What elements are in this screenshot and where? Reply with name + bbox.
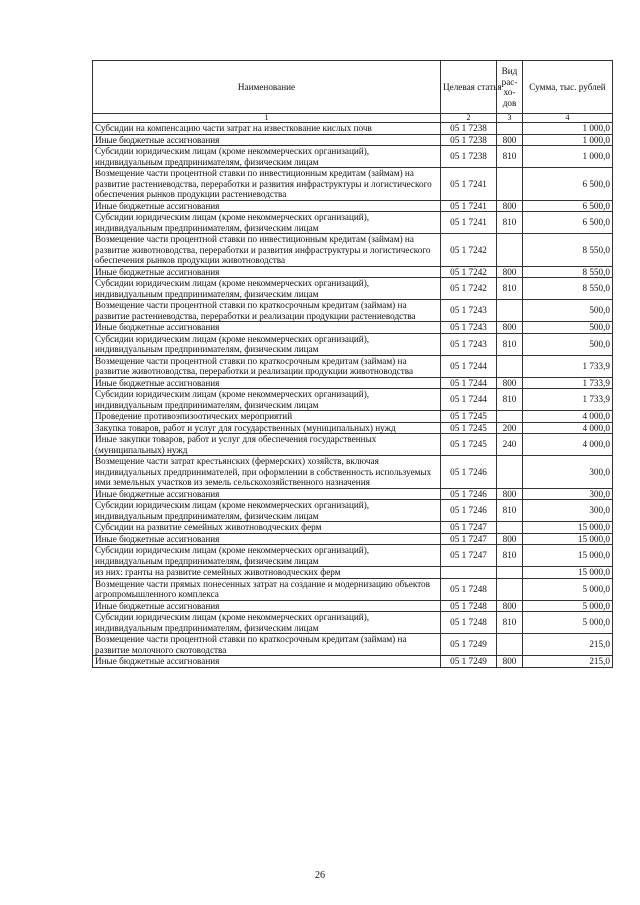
row-code: 05 1 7242: [441, 234, 497, 267]
row-sum: 1 000,0: [523, 134, 613, 146]
row-type: [497, 578, 523, 600]
row-type: 240: [497, 434, 523, 456]
row-code: 05 1 7244: [441, 389, 497, 411]
table-row: [93, 456, 613, 489]
row-sum: 6 500,0: [523, 168, 613, 201]
table-row: [93, 377, 613, 389]
row-type: 810: [497, 278, 523, 300]
table-row: [93, 634, 613, 656]
row-code: 05 1 7244: [441, 355, 497, 377]
row-code: 05 1 7245: [441, 434, 497, 456]
row-code: 05 1 7247: [441, 522, 497, 534]
row-sum: 500,0: [523, 333, 613, 355]
row-name: Субсидии юридическим лицам (кроме некоммерческих организаций), индивидуальным предпринимателям, физическим лицам: [93, 278, 441, 300]
row-type: [497, 456, 523, 489]
row-sum: 8 550,0: [523, 234, 613, 267]
row-type: 810: [497, 500, 523, 522]
row-type: 800: [497, 377, 523, 389]
row-code: 05 1 7249: [441, 634, 497, 656]
header-sum: Сумма, тыс. рублей: [523, 61, 613, 114]
table-row: [93, 600, 613, 612]
row-sum: 6 500,0: [523, 212, 613, 234]
table-row: [93, 300, 613, 322]
row-name: Иные бюджетные ассигнования: [93, 377, 441, 389]
column-number: 1: [93, 114, 441, 123]
row-sum: 300,0: [523, 500, 613, 522]
row-type: [497, 634, 523, 656]
table-row: [93, 500, 613, 522]
row-type: 810: [497, 389, 523, 411]
row-name: Возмещение части процентной ставки по краткосрочным кредитам (займам) на развитие животноводства, переработки и реализации продукции животноводства: [93, 355, 441, 377]
row-name: Возмещение части прямых понесенных затрат на создание и модернизацию объектов агропромышленного комплекса: [93, 578, 441, 600]
row-type: 800: [497, 488, 523, 500]
row-type: [497, 522, 523, 534]
row-code: 05 1 7241: [441, 200, 497, 212]
header-code: Целевая статья: [441, 61, 497, 114]
table-row: [93, 123, 613, 135]
row-name: Субсидии юридическим лицам (кроме некоммерческих организаций), индивидуальным предпринимателям, физическим лицам: [93, 212, 441, 234]
row-code: 05 1 7243: [441, 300, 497, 322]
row-code: 05 1 7238: [441, 134, 497, 146]
row-type: [497, 567, 523, 579]
table-row: [93, 545, 613, 567]
row-sum: 15 000,0: [523, 522, 613, 534]
row-sum: 500,0: [523, 300, 613, 322]
row-code: 05 1 7241: [441, 212, 497, 234]
row-name: Иные бюджетные ассигнования: [93, 322, 441, 334]
row-sum: 5 000,0: [523, 578, 613, 600]
table-row: [93, 266, 613, 278]
row-type: 810: [497, 212, 523, 234]
table-row: [93, 533, 613, 545]
row-type: 800: [497, 266, 523, 278]
table-row: [93, 234, 613, 267]
table-row: [93, 355, 613, 377]
row-name: из них: гранты на развитие семейных животноводческих ферм: [93, 567, 441, 579]
row-code: 05 1 7244: [441, 377, 497, 389]
row-name: Субсидии на компенсацию части затрат на известкование кислых почв: [93, 123, 441, 135]
row-sum: 215,0: [523, 656, 613, 668]
table-row: [93, 488, 613, 500]
row-name: Иные бюджетные ассигнования: [93, 488, 441, 500]
row-code: 05 1 7247: [441, 533, 497, 545]
row-name: Возмещение части процентной ставки по краткосрочным кредитам (займам) на развитие молочного скотоводства: [93, 634, 441, 656]
row-type: 200: [497, 422, 523, 434]
row-type: 810: [497, 545, 523, 567]
row-code: 05 1 7248: [441, 578, 497, 600]
row-sum: 215,0: [523, 634, 613, 656]
row-name: Возмещение части процентной ставки по инвестиционным кредитам (займам) на развитие животноводства, переработки и развития инфраструктуры и логистического обеспечения рынков продукции животноводства: [93, 234, 441, 267]
row-type: [497, 300, 523, 322]
row-sum: 8 550,0: [523, 278, 613, 300]
table-row: [93, 389, 613, 411]
row-sum: 1 000,0: [523, 146, 613, 168]
row-name: Возмещение части затрат крестьянских (фермерских) хозяйств, включая индивидуальных предпринимателей, при оформлении в собственность используемых ими земельных участков из земель сельскохозяйственного назначения: [93, 456, 441, 489]
header-type: Вид рас-хо-дов: [497, 61, 523, 114]
row-sum: 1 000,0: [523, 123, 613, 135]
table-row: [93, 146, 613, 168]
row-name: Иные бюджетные ассигнования: [93, 600, 441, 612]
table-row: [93, 168, 613, 201]
row-name: Субсидии юридическим лицам (кроме некоммерческих организаций), индивидуальным предпринимателям, физическим лицам: [93, 545, 441, 567]
row-type: 810: [497, 333, 523, 355]
row-name: Иные бюджетные ассигнования: [93, 533, 441, 545]
row-name: Возмещение части процентной ставки по краткосрочным кредитам (займам) на развитие растениеводства, переработки и реализации продукции растениеводства: [93, 300, 441, 322]
row-type: [497, 234, 523, 267]
row-name: Субсидии юридическим лицам (кроме некоммерческих организаций), индивидуальным предпринимателям, физическим лицам: [93, 500, 441, 522]
row-name: Иные бюджетные ассигнования: [93, 134, 441, 146]
table-row: [93, 322, 613, 334]
row-name: Иные бюджетные ассигнования: [93, 266, 441, 278]
row-sum: 1 733,9: [523, 389, 613, 411]
row-type: 800: [497, 656, 523, 668]
row-name: Возмещение части процентной ставки по инвестиционным кредитам (займам) на развитие растениеводства, переработки и развития инфраструктуры и логистического обеспечения рынков продукции растениеводства: [93, 168, 441, 201]
table-row: [93, 278, 613, 300]
row-type: [497, 168, 523, 201]
row-sum: 15 000,0: [523, 567, 613, 579]
row-code: 05 1 7245: [441, 422, 497, 434]
row-name: Иные бюджетные ассигнования: [93, 656, 441, 668]
row-name: Субсидии на развитие семейных животноводческих ферм: [93, 522, 441, 534]
row-code: 05 1 7238: [441, 123, 497, 135]
row-name: Субсидии юридическим лицам (кроме некоммерческих организаций), индивидуальным предпринимателям, физическим лицам: [93, 389, 441, 411]
row-sum: 1 733,9: [523, 355, 613, 377]
row-code: 05 1 7249: [441, 656, 497, 668]
column-number: 4: [523, 114, 613, 123]
header-row: [93, 61, 613, 114]
table-body: [93, 123, 613, 668]
row-sum: 4 000,0: [523, 422, 613, 434]
row-code: 05 1 7242: [441, 266, 497, 278]
row-sum: 300,0: [523, 456, 613, 489]
table-row: [93, 522, 613, 534]
row-type: 800: [497, 533, 523, 545]
row-code: 05 1 7248: [441, 600, 497, 612]
row-type: 800: [497, 322, 523, 334]
row-sum: 4 000,0: [523, 434, 613, 456]
row-code: [441, 567, 497, 579]
row-code: 05 1 7243: [441, 333, 497, 355]
table-row: [93, 612, 613, 634]
row-code: 05 1 7246: [441, 500, 497, 522]
column-number: 2: [441, 114, 497, 123]
table-row: [93, 134, 613, 146]
table-row: [93, 434, 613, 456]
row-sum: 5 000,0: [523, 600, 613, 612]
row-sum: 300,0: [523, 488, 613, 500]
row-name: Субсидии юридическим лицам (кроме некоммерческих организаций), индивидуальным предпринимателям, физическим лицам: [93, 612, 441, 634]
row-sum: 15 000,0: [523, 533, 613, 545]
table-row: [93, 656, 613, 668]
row-code: 05 1 7242: [441, 278, 497, 300]
row-code: 05 1 7243: [441, 322, 497, 334]
row-sum: 8 550,0: [523, 266, 613, 278]
table-row: [93, 578, 613, 600]
row-name: Иные закупки товаров, работ и услуг для обеспечения государственных (муниципальных) нужд: [93, 434, 441, 456]
row-sum: 1 733,9: [523, 377, 613, 389]
table-row: [93, 200, 613, 212]
page-number: 26: [315, 870, 325, 881]
header-name: Наименование: [93, 61, 441, 114]
row-sum: 5 000,0: [523, 612, 613, 634]
row-code: 05 1 7247: [441, 545, 497, 567]
row-type: 810: [497, 612, 523, 634]
row-sum: 4 000,0: [523, 411, 613, 423]
row-type: [497, 123, 523, 135]
row-code: 05 1 7246: [441, 456, 497, 489]
row-code: 05 1 7241: [441, 168, 497, 201]
row-name: Иные бюджетные ассигнования: [93, 200, 441, 212]
row-type: 800: [497, 200, 523, 212]
row-code: 05 1 7248: [441, 612, 497, 634]
table-header: [93, 61, 613, 123]
row-type: 800: [497, 600, 523, 612]
budget-table: [92, 60, 613, 668]
table-row: [93, 333, 613, 355]
row-name: Субсидии юридическим лицам (кроме некоммерческих организаций), индивидуальным предпринимателям, физическим лицам: [93, 333, 441, 355]
row-sum: 6 500,0: [523, 200, 613, 212]
table-row: [93, 567, 613, 579]
row-code: 05 1 7245: [441, 411, 497, 423]
table-row: [93, 422, 613, 434]
table-row: [93, 212, 613, 234]
column-numbers-row: [93, 114, 613, 123]
row-type: 800: [497, 134, 523, 146]
row-type: 810: [497, 146, 523, 168]
row-type: [497, 411, 523, 423]
column-number: 3: [497, 114, 523, 123]
row-code: 05 1 7246: [441, 488, 497, 500]
row-name: Закупка товаров, работ и услуг для государственных (муниципальных) нужд: [93, 422, 441, 434]
row-sum: 500,0: [523, 322, 613, 334]
row-type: [497, 355, 523, 377]
table-row: [93, 411, 613, 423]
row-name: Субсидии юридическим лицам (кроме некоммерческих организаций), индивидуальным предпринимателям, физическим лицам: [93, 146, 441, 168]
row-code: 05 1 7238: [441, 146, 497, 168]
row-name: Проведение противоэпизоотических мероприятий: [93, 411, 441, 423]
row-sum: 15 000,0: [523, 545, 613, 567]
